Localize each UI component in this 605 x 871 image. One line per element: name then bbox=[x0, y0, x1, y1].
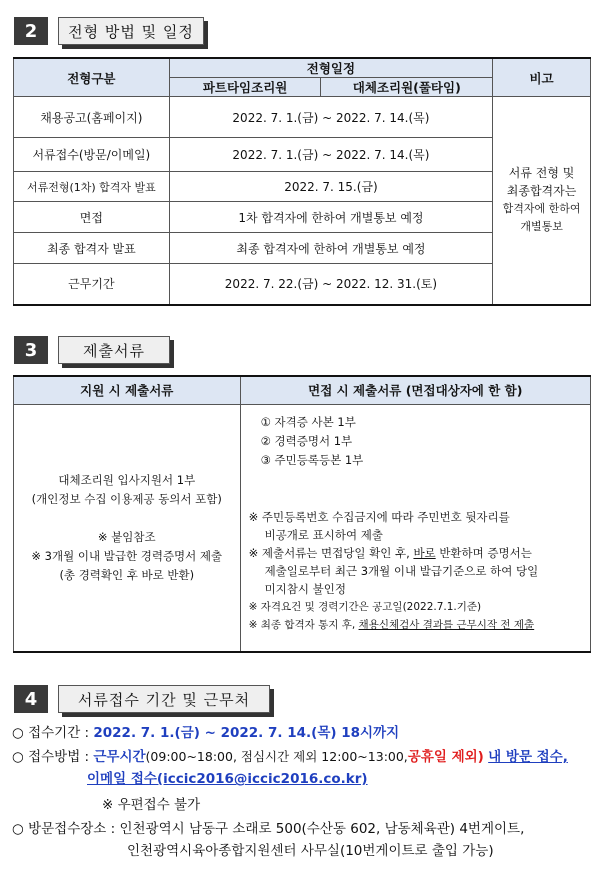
note-cell: 서류 전형 및 최종합격자는 합격자에 한하여 개별통보 bbox=[493, 97, 591, 305]
documents-table bbox=[13, 375, 591, 653]
col-header-interview: 면접 시 제출서류 (면접대상자에 한 함) bbox=[240, 376, 590, 404]
col-header-note: 비고 bbox=[493, 58, 591, 97]
row-label: 서류접수(방문/이메일) bbox=[14, 138, 170, 172]
section-4-title: 서류접수 기간 및 근무처 bbox=[58, 685, 270, 713]
apply-doc-line: (개인정보 수집 이용제공 동의서 포함) bbox=[31, 491, 222, 506]
row-value: 1차 합격자에 한하여 개별통보 예정 bbox=[169, 202, 492, 233]
col-header-apply: 지원 시 제출서류 bbox=[14, 376, 241, 404]
apply-doc-line: 대체조리원 입사지원서 1부 bbox=[58, 472, 196, 487]
interview-docs-cell bbox=[240, 404, 590, 652]
section-3-header bbox=[14, 336, 170, 364]
email-link[interactable]: 이메일 접수(iccic2016@iccic2016.co.kr) bbox=[87, 771, 368, 787]
interview-doc-item: ③ 주민등록등본 1부 bbox=[260, 452, 364, 467]
row-value: 2022. 7. 1.(금) ~ 2022. 7. 14.(목) bbox=[169, 97, 492, 138]
row-label: 면접 bbox=[14, 202, 170, 233]
section-2-title: 전형 방법 및 일정 bbox=[58, 17, 204, 45]
section-2-title-box bbox=[58, 17, 204, 45]
section-2-header bbox=[14, 17, 204, 45]
interview-note-line: ※ 제출서류는 면접당일 확인 후, 바로 반환하며 증명서는 bbox=[248, 545, 532, 560]
method-email-line bbox=[87, 768, 368, 790]
interview-note-line: 제출일로부터 최근 3개월 이내 발급기준으로 하여 당일 bbox=[264, 563, 539, 578]
section-4-header bbox=[14, 685, 270, 713]
row-label: 서류전형(1차) 합격자 발표 bbox=[14, 172, 170, 202]
interview-note-line: ※ 주민등록번호 수집금지에 따라 주민번호 뒷자리를 bbox=[248, 509, 510, 524]
apply-note-line: ※ 3개월 이내 발급한 경력증명서 제출 bbox=[31, 548, 223, 563]
col-header-fulltime: 대체조리원(풀타임) bbox=[321, 78, 493, 97]
apply-note-line: (총 경력확인 후 바로 반환) bbox=[59, 567, 195, 582]
apply-note-line: ※ 붙임참조 bbox=[97, 529, 156, 544]
method-line: ○ 접수방법 : 근무시간(09:00~18:00, 점심시간 제외 12:00~13:00,공휴일 제외) 내 방문 접수, bbox=[12, 749, 568, 765]
col-header-type: 전형구분 bbox=[14, 58, 170, 97]
row-label: 근무기간 bbox=[14, 264, 170, 305]
apply-docs-cell bbox=[14, 404, 241, 652]
place-line: ○ 방문접수장소 : 인천광역시 남동구 소래로 500(수산동 602, 남동체육관) 4번게이트, bbox=[12, 821, 525, 837]
interview-doc-item: ② 경력증명서 1부 bbox=[260, 433, 353, 448]
interview-note-line: 비공개로 표시하여 제출 bbox=[264, 527, 383, 542]
section-3-title-box bbox=[58, 336, 170, 364]
row-label: 최종 합격자 발표 bbox=[14, 233, 170, 264]
place-line-2: 인천광역시육아종합지원센터 사무실(10번게이트로 출입 가능) bbox=[127, 843, 494, 859]
interview-note-line: ※ 자격요건 및 경력기간은 공고일(2022.7.1.기준) bbox=[248, 600, 482, 613]
section-4-number: 4 bbox=[14, 685, 48, 713]
mail-note-line: ※ 우편접수 불가 bbox=[102, 797, 201, 813]
interview-note-line: 미지참시 불인정 bbox=[264, 581, 346, 596]
period-line: ○ 접수기간 : 2022. 7. 1.(금) ~ 2022. 7. 14.(목) 18시까지 bbox=[12, 725, 400, 741]
row-value: 최종 합격자에 한하여 개별통보 예정 bbox=[169, 233, 492, 264]
col-header-schedule: 전형일정 bbox=[169, 58, 492, 78]
section-3-number: 3 bbox=[14, 336, 48, 364]
interview-doc-item: ① 자격증 사본 1부 bbox=[260, 414, 356, 429]
section-2-number: 2 bbox=[14, 17, 48, 45]
row-value: 2022. 7. 15.(금) bbox=[169, 172, 492, 202]
section-3-title: 제출서류 bbox=[58, 336, 170, 364]
col-header-parttime: 파트타임조리원 bbox=[169, 78, 321, 97]
row-value: 2022. 7. 22.(금) ~ 2022. 12. 31.(토) bbox=[169, 264, 492, 305]
row-label: 채용공고(홈페이지) bbox=[14, 97, 170, 138]
interview-note-line: ※ 최종 합격자 통지 후, 채용신체검사 결과를 근무시작 전 제출 bbox=[248, 618, 535, 631]
row-value: 2022. 7. 1.(금) ~ 2022. 7. 14.(목) bbox=[169, 138, 492, 172]
section-4-title-box bbox=[58, 685, 270, 713]
schedule-table bbox=[13, 57, 591, 306]
